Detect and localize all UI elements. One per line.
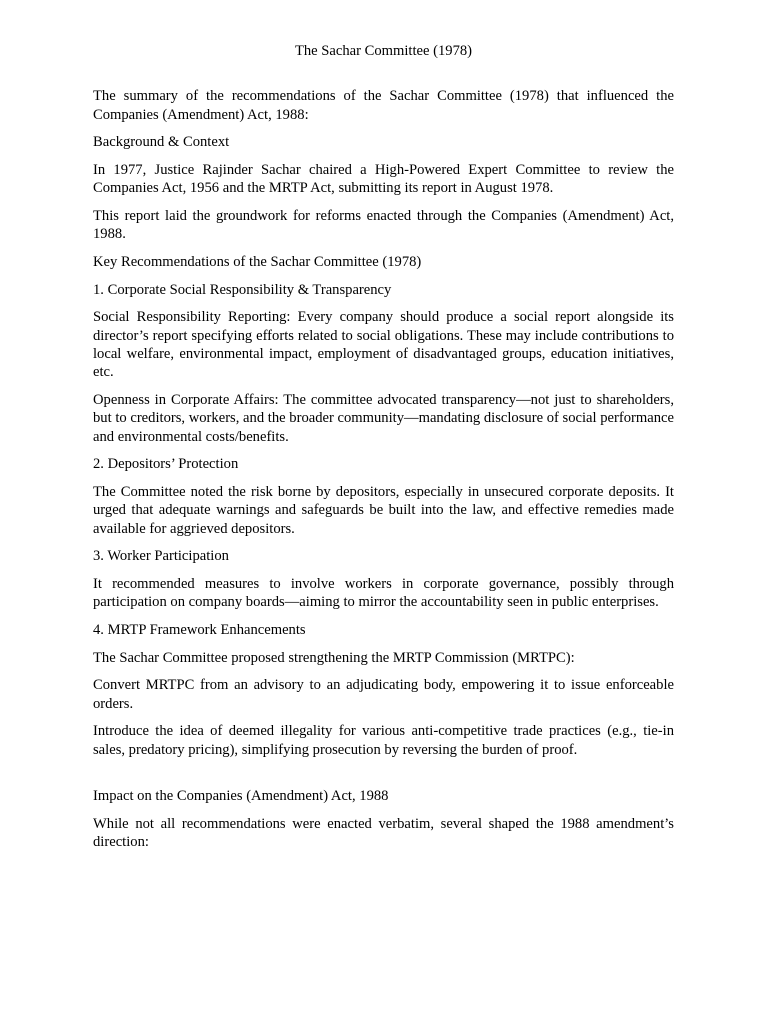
groundwork-paragraph: This report laid the groundwork for reforms enacted through the Companies (Amendment) Act, 1988. bbox=[93, 208, 674, 243]
document-page bbox=[93, 42, 674, 861]
openness-paragraph: Openness in Corporate Affairs: The committee advocated transparency—not just to shareholders, but to creditors, workers, and the broader community—mandating disclosure of social performance and environmental costs/benefits. bbox=[93, 392, 674, 445]
blank-line bbox=[93, 768, 674, 787]
subheading-depositors-protection: 2. Depositors’ Protection bbox=[93, 456, 239, 473]
mrtp-proposal-paragraph: The Sachar Committee proposed strengthening the MRTP Commission (MRTPC): bbox=[93, 649, 575, 666]
document-title: The Sachar Committee (1978) bbox=[294, 43, 473, 59]
section-heading-impact: Impact on the Companies (Amendment) Act, 1988 bbox=[93, 788, 389, 805]
worker-participation-paragraph: It recommended measures to involve workers in corporate governance, possibly through participation on company boards—aiming to mirror the accountability seen in public enterprises. bbox=[93, 576, 674, 611]
intro-paragraph: The summary of the recommendations of the Sachar Committee (1978) that influenced the Companies (Amendment) Act, 1988: bbox=[93, 88, 674, 123]
subheading-worker-participation: 3. Worker Participation bbox=[93, 548, 229, 565]
subheading-csr-transparency: 1. Corporate Social Responsibility & Transparency bbox=[93, 281, 392, 298]
background-paragraph: In 1977, Justice Rajinder Sachar chaired a High-Powered Expert Committee to review the Companies Act, 1956 and the MRTP Act, submitting its report in August 1978. bbox=[93, 162, 674, 197]
social-reporting-paragraph: Social Responsibility Reporting: Every company should produce a social report alongside its director’s report specifying efforts related to social obligations. These may include contributions to local welfare, environmental impact, employment of disadvantaged groups, education initiatives, etc. bbox=[93, 309, 674, 381]
subheading-mrtp-enhancements: 4. MRTP Framework Enhancements bbox=[93, 622, 306, 638]
section-heading-background: Background & Context bbox=[93, 134, 230, 151]
deemed-illegality-paragraph: Introduce the idea of deemed illegality for various anti-competitive trade practices (e.g., tie-in sales, predatory pricing), simplifying prosecution by reversing the burden of proof. bbox=[93, 723, 674, 758]
section-heading-key-recommendations: Key Recommendations of the Sachar Committee (1978) bbox=[93, 254, 422, 270]
impact-paragraph: While not all recommendations were enacted verbatim, several shaped the 1988 amendment’s direction: bbox=[93, 815, 674, 851]
depositors-paragraph: The Committee noted the risk borne by depositors, especially in unsecured corporate deposits. It urged that adequate warnings and safeguards be built into the law, and effective remedies made available for aggrieved depositors. bbox=[93, 484, 674, 537]
mrtpc-conversion-paragraph: Convert MRTPC from an advisory to an adjudicating body, empowering it to issue enforceable orders. bbox=[93, 677, 674, 712]
